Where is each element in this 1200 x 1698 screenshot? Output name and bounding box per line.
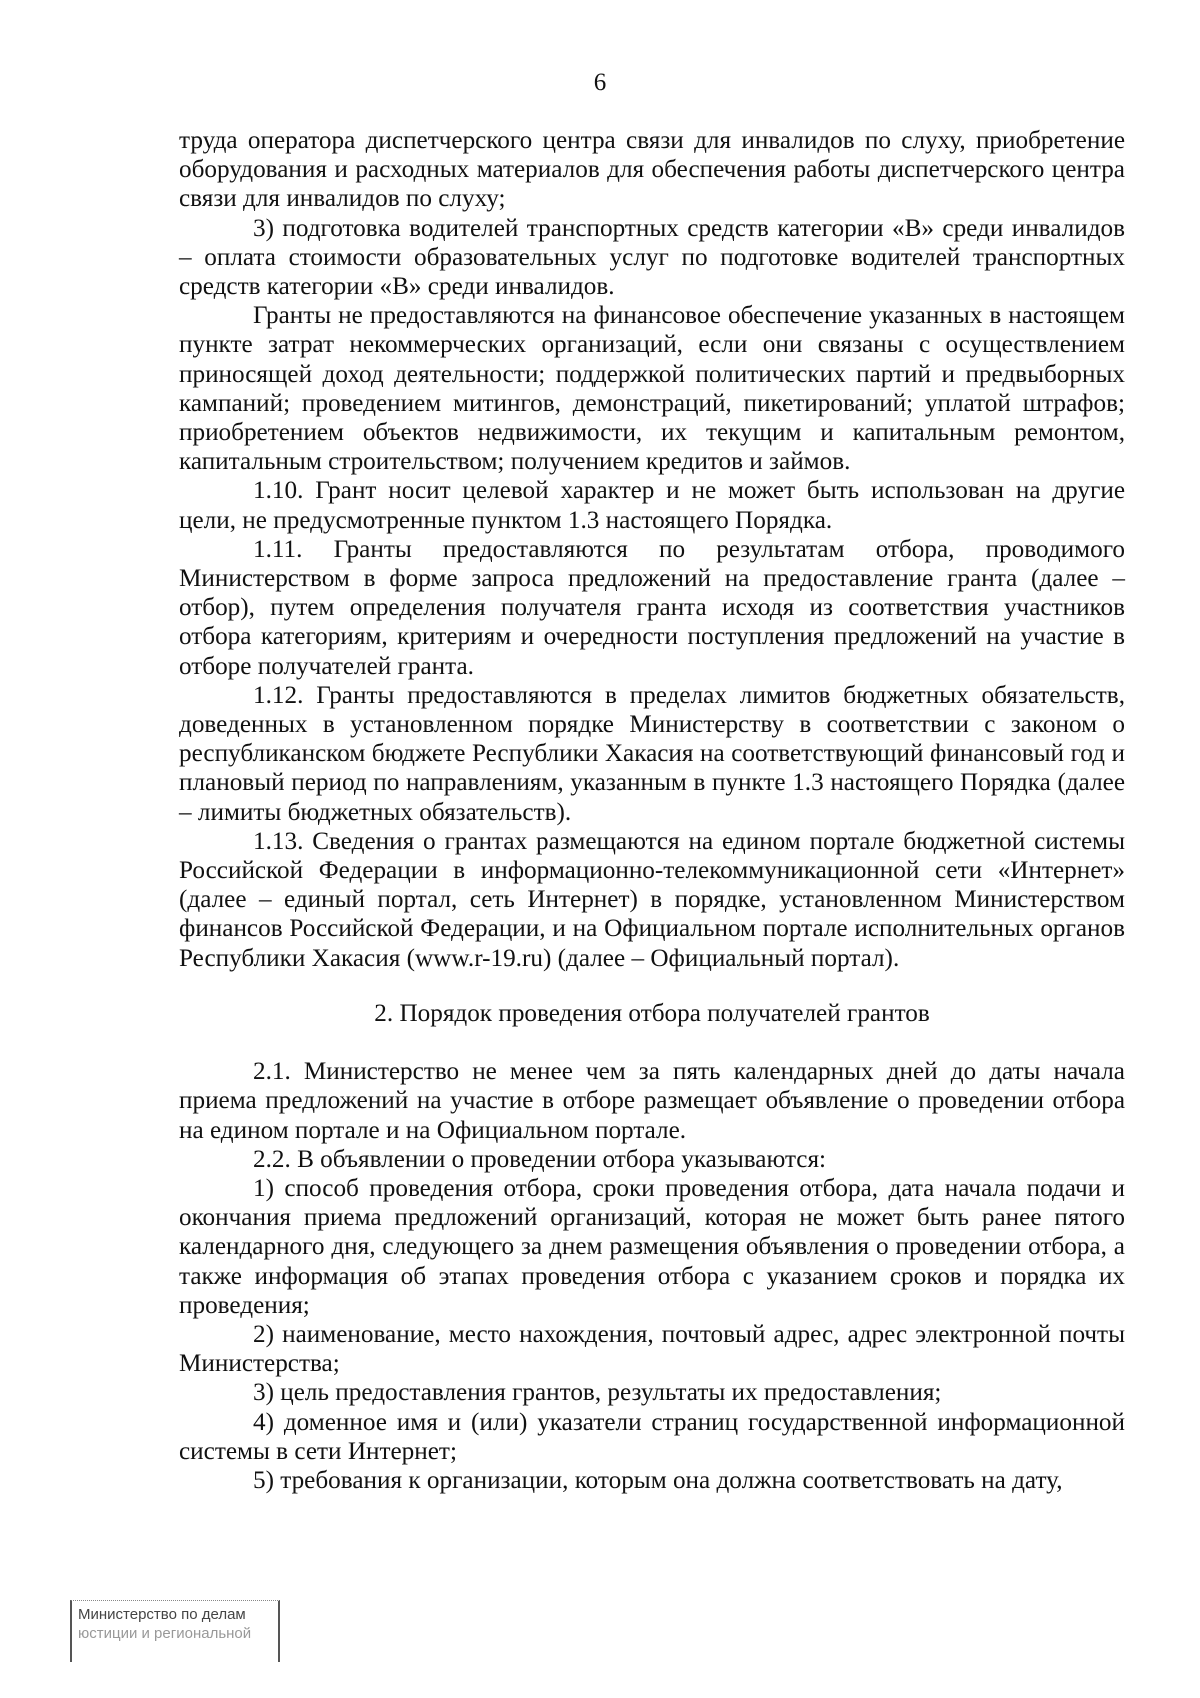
- list-item-3: 3) цель предоставления грантов, результаты их предоставления;: [253, 1379, 942, 1407]
- list-item-1: 1) способ проведения отбора, сроки проведения отбора, дата начала подачи и окончания приема предложений организаций, которая не может быть ранее пятого календарного дня, следующего за днем размещения объявления о проведении отбора, а также информация об этапах проведения отбора с указанием сроков и порядка их проведения;: [179, 1174, 1125, 1319]
- paragraph-1-10: 1.10. Грант носит целевой характер и не может быть использован на другие цели, не предусмотренные пунктом 1.3 настоящего Порядка.: [179, 477, 1125, 534]
- list-item-4: 4) доменное имя и (или) указатели страниц государственной информационной системы в сети Интернет;: [179, 1408, 1125, 1465]
- paragraph-1-12: 1.12. Гранты предоставляются в пределах лимитов бюджетных обязательств, доведенных в установленном порядке Министерству в соответствии с законом о республиканском бюджете Республики Хакасия на соответствующий финансовый год и плановый период по направлениям, указанным в пункте 1.3 настоящего Порядка (далее – лимиты бюджетных обязательств).: [179, 681, 1125, 826]
- paragraph-2-2: 2.2. В объявлении о проведении отбора указываются:: [253, 1145, 827, 1173]
- document-body: [179, 126, 1125, 1495]
- list-item-5: 5) требования к организации, которым она должна соответствовать на дату,: [253, 1466, 1063, 1494]
- page-number: 6: [593, 69, 607, 96]
- stamp-line-2: юстиции и региональной: [78, 1625, 252, 1642]
- section-title: 2. Порядок проведения отбора получателей грантов: [374, 999, 930, 1027]
- paragraph-2-1: 2.1. Министерство не менее чем за пять календарных дней до даты начала приема предложений на участие в отборе размещает объявление о проведении отбора на едином портале и на Официальном портале.: [179, 1058, 1125, 1144]
- paragraph-1-11: 1.11. Гранты предоставляются по результатам отбора, проводимого Министерством в форме запроса предложений на предоставление гранта (далее – отбор), путем определения получателя гранта исходя из соответствия участников отбора категориям, критериям и очередности поступления предложений на участие в отборе получателей гранта.: [179, 535, 1125, 680]
- paragraph-item-3: 3) подготовка водителей транспортных средств категории «В» среди инвалидов – оплата стоимости образовательных услуг по подготовке водителей транспортных средств категории «В» среди инвалидов.: [179, 214, 1125, 301]
- paragraph-1-13: 1.13. Сведения о грантах размещаются на едином портале бюджетной системы Российской Федерации в информационно-телекоммуникационной сети «Интернет» (далее – единый портал, сеть Интернет) в порядке, установленном Министерством финансов Российской Федерации, и на Официальном портале исполнительных органов Республики Хакасия (www.r-19.ru) (далее – Официальный портал).: [179, 827, 1125, 972]
- paragraph-continuation: труда оператора диспетчерского центра связи для инвалидов по слуху, приобретение оборудования и расходных материалов для обеспечения работы диспетчерского центра связи для инвалидов по слуху;: [179, 127, 1125, 213]
- paragraph-grants-exclusions: Гранты не предоставляются на финансовое обеспечение указанных в настоящем пункте затрат некоммерческих организаций, если они связаны с осуществлением приносящей доход деятельности; поддержкой политических партий и предвыборных кампаний; проведением митингов, демонстраций, пикетирований; уплатой штрафов; приобретением объектов недвижимости, их текущим и капитальным ремонтом, капитальным строительством; получением кредитов и займов.: [179, 302, 1125, 476]
- stamp-line-1: Министерство по делам: [78, 1606, 246, 1623]
- ministry-stamp: [70, 1600, 280, 1662]
- list-item-2: 2) наименование, место нахождения, почтовый адрес, адрес электронной почты Министерства;: [179, 1320, 1125, 1378]
